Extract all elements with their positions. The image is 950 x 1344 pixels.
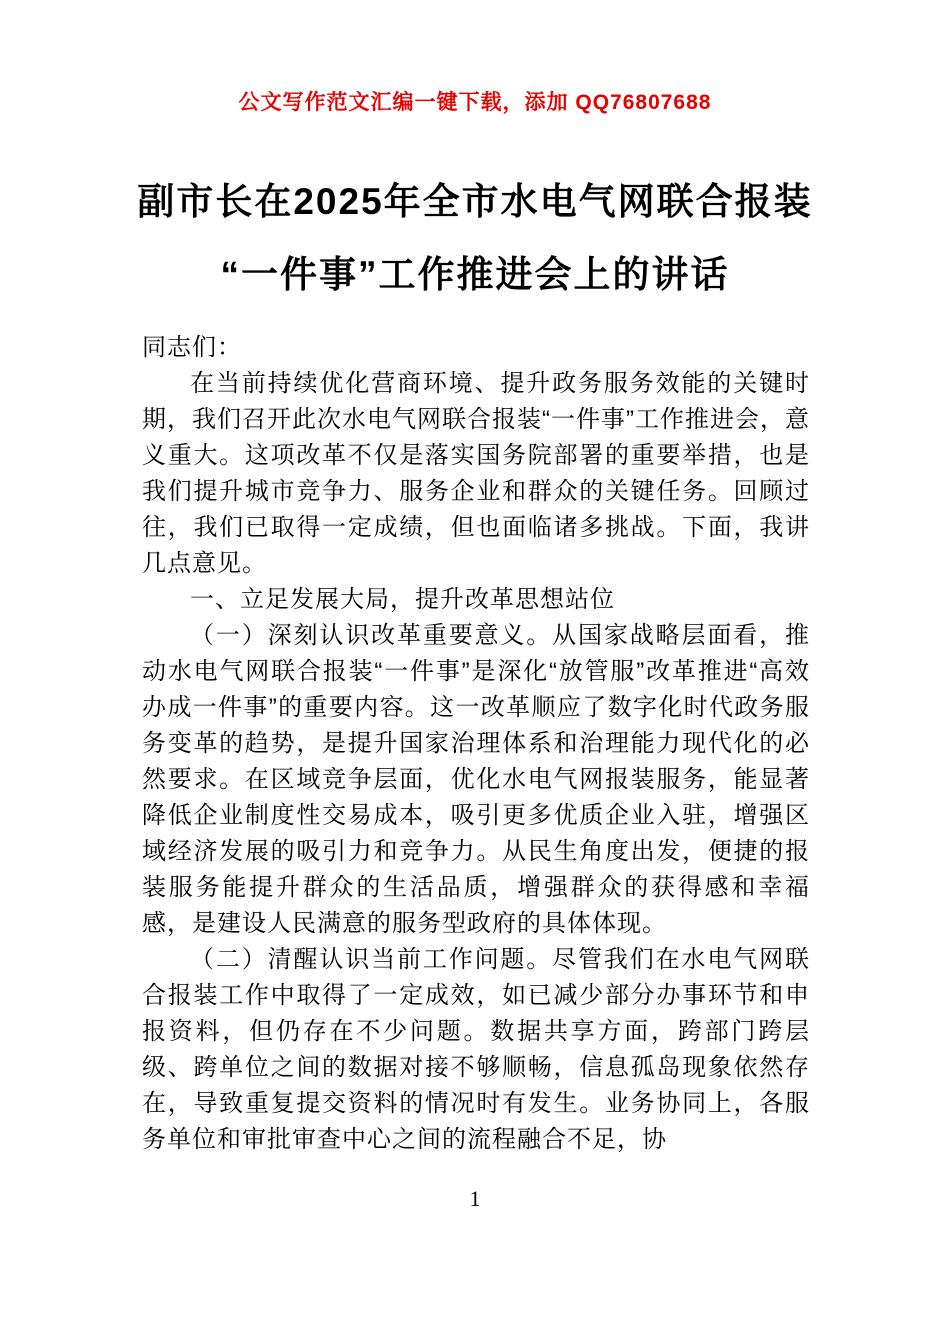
subsection-paragraph-2: （二）清醒认识当前工作问题。尽管我们在水电气网联合报装工作中取得了一定成效，如已减少部分办事环节和申报资料，但仍存在不少问题。数据共享方面，跨部门跨层级、跨单位之间的数据对接不够顺畅，信息孤岛现象依然存在，导致重复提交资料的情况时有发生。业务协同上，各服务单位和审批审查中心之间的流程融合不足，协 bbox=[142, 946, 810, 1153]
document-title-line2: “一件事”工作推进会上的讲话 bbox=[220, 254, 730, 295]
document-title-line1: 副市长在2025年全市水电气网联合报装 bbox=[137, 181, 813, 222]
salutation-paragraph: 同志们： bbox=[142, 334, 242, 361]
promo-banner: 公文写作范文汇编一键下载，添加 QQ76807688 bbox=[238, 91, 712, 114]
page-number: 1 bbox=[469, 1186, 481, 1211]
intro-paragraph: 在当前持续优化营商环境、提升政务服务效能的关键时期，我们召开此次水电气网联合报装“一件事”工作推进会，意义重大。这项改革不仅是落实国务院部署的重要举措，也是我们提升城市竞争力、服务企业和群众的关键任务。回顾过往，我们已取得一定成绩，但也面临诸多挑战。下面，我讲几点意见。 bbox=[142, 370, 810, 577]
subsection-paragraph-1: （一）深刻认识改革重要意义。从国家战略层面看，推动水电气网联合报装“一件事”是深化“放管服”改革推进“高效办成一件事”的重要内容。这一改革顺应了数字化时代政务服务变革的趋势，是提升国家治理体系和治理能力现代化的必然要求。在区域竞争层面，优化水电气网报装服务，能显著降低企业制度性交易成本，吸引更多优质企业入驻，增强区域经济发展的吸引力和竞争力。从民生角度出发，便捷的报装服务能提升群众的生活品质，增强群众的获得感和幸福感，是建设人民满意的服务型政府的具体体现。 bbox=[142, 622, 810, 937]
section-heading-1: 一、立足发展大局，提升改革思想站位 bbox=[190, 586, 615, 613]
document-title bbox=[0, 165, 950, 311]
document-body bbox=[142, 330, 810, 1158]
